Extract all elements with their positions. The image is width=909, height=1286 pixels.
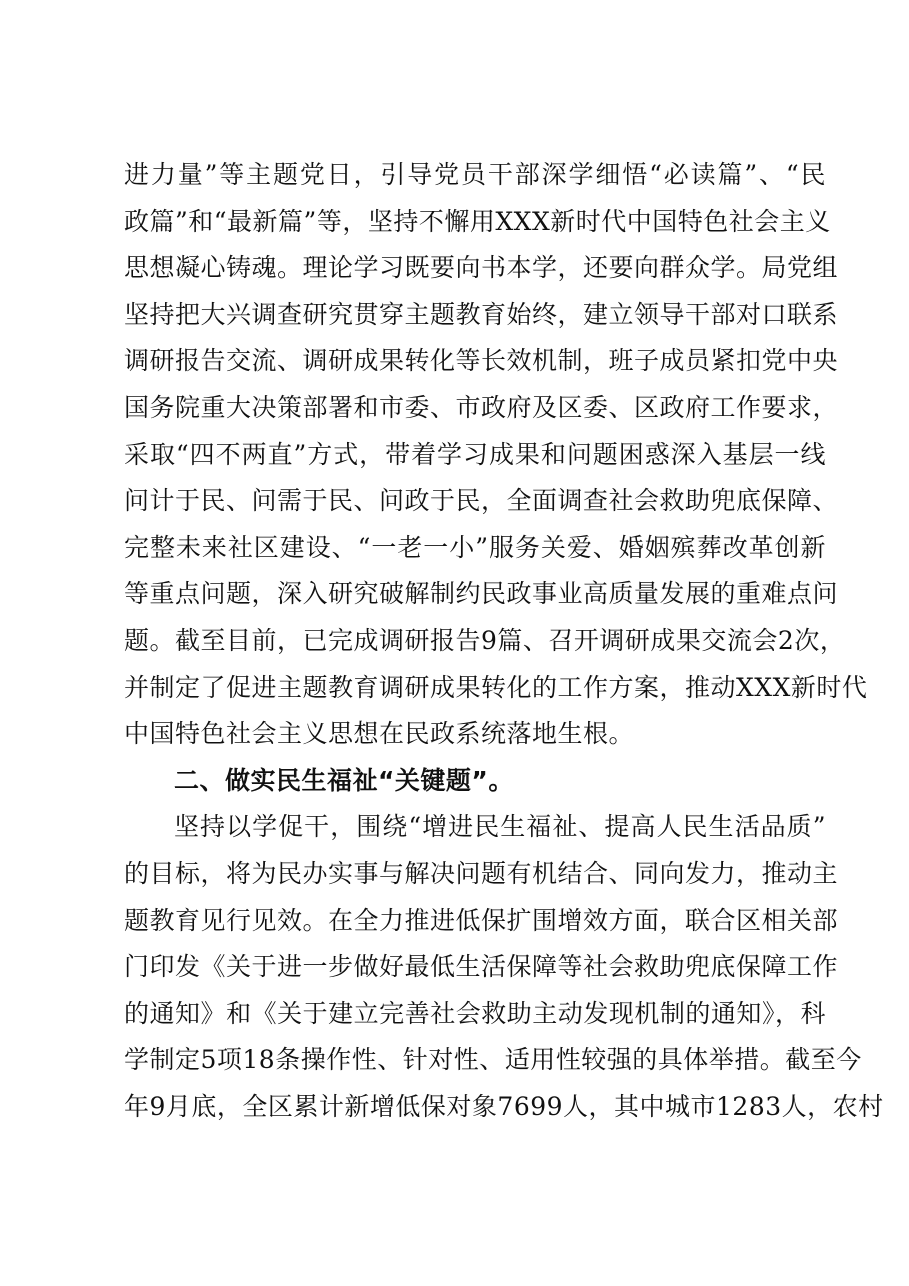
paragraph-line: 坚持以学促干，围绕“增进民生福祉、提高人民生活品质”	[174, 812, 826, 842]
paragraph-line: 国务院重大决策部署和市委、市政府及区委、区政府工作要求，	[124, 392, 839, 422]
paragraph-2	[124, 804, 884, 1130]
paragraph-line: 等重点问题，深入研究破解制约民政事业高质量发展的重难点问	[124, 579, 839, 609]
paragraph-line: 政篇”和“最新篇”等，坚持不懈用XXX新时代中国特色社会主义	[124, 206, 831, 236]
paragraph-line: 问计于民、问需于民、问政于民，全面调查社会救助兜底保障、	[124, 486, 839, 516]
document-body	[124, 152, 884, 1130]
paragraph-line: 的通知》和《关于建立完善社会救助主动发现机制的通知》，科	[124, 998, 826, 1028]
paragraph-line: 题。截至目前，已完成调研报告9篇、召开调研成果交流会2次，	[124, 625, 846, 655]
paragraph-line: 中国特色社会主义思想在民政系统落地生根。	[124, 719, 635, 749]
paragraph-line: 完整未来社区建设、“一老一小”服务关爱、婚姻殡葬改革创新	[124, 532, 826, 562]
paragraph-line: 年9月底，全区累计新增低保对象7699人，其中城市1283人，农村	[124, 1091, 884, 1121]
paragraph-line: 并制定了促进主题教育调研成果转化的工作方案，推动XXX新时代	[124, 672, 868, 702]
paragraph-1	[124, 152, 868, 758]
paragraph-line: 的目标，将为民办实事与解决问题有机结合、同向发力，推动主	[124, 858, 839, 888]
section-heading: 二、做实民生福祉“关键题”。	[174, 765, 514, 795]
paragraph-line: 调研报告交流、调研成果转化等长效机制，班子成员紧扣党中央	[124, 346, 839, 376]
paragraph-line: 门印发《关于进一步做好最低生活保障等社会救助兜底保障工作	[124, 952, 839, 982]
paragraph-line: 题教育见行见效。在全力推进低保扩围增效方面，联合区相关部	[124, 905, 839, 935]
paragraph-line: 学制定5项18条操作性、针对性、适用性较强的具体举措。截至今	[124, 1045, 862, 1075]
paragraph-line: 思想凝心铸魂。理论学习既要向书本学，还要向群众学。局党组	[124, 253, 839, 283]
paragraph-line: 进力量”等主题党日，引导党员干部深学细悟“必读篇”、“民	[124, 160, 826, 189]
paragraph-line: 坚持把大兴调查研究贯穿主题教育始终，建立领导干部对口联系	[124, 299, 839, 329]
paragraph-line: 采取“四不两直”方式，带着学习成果和问题困惑深入基层一线	[124, 439, 826, 469]
